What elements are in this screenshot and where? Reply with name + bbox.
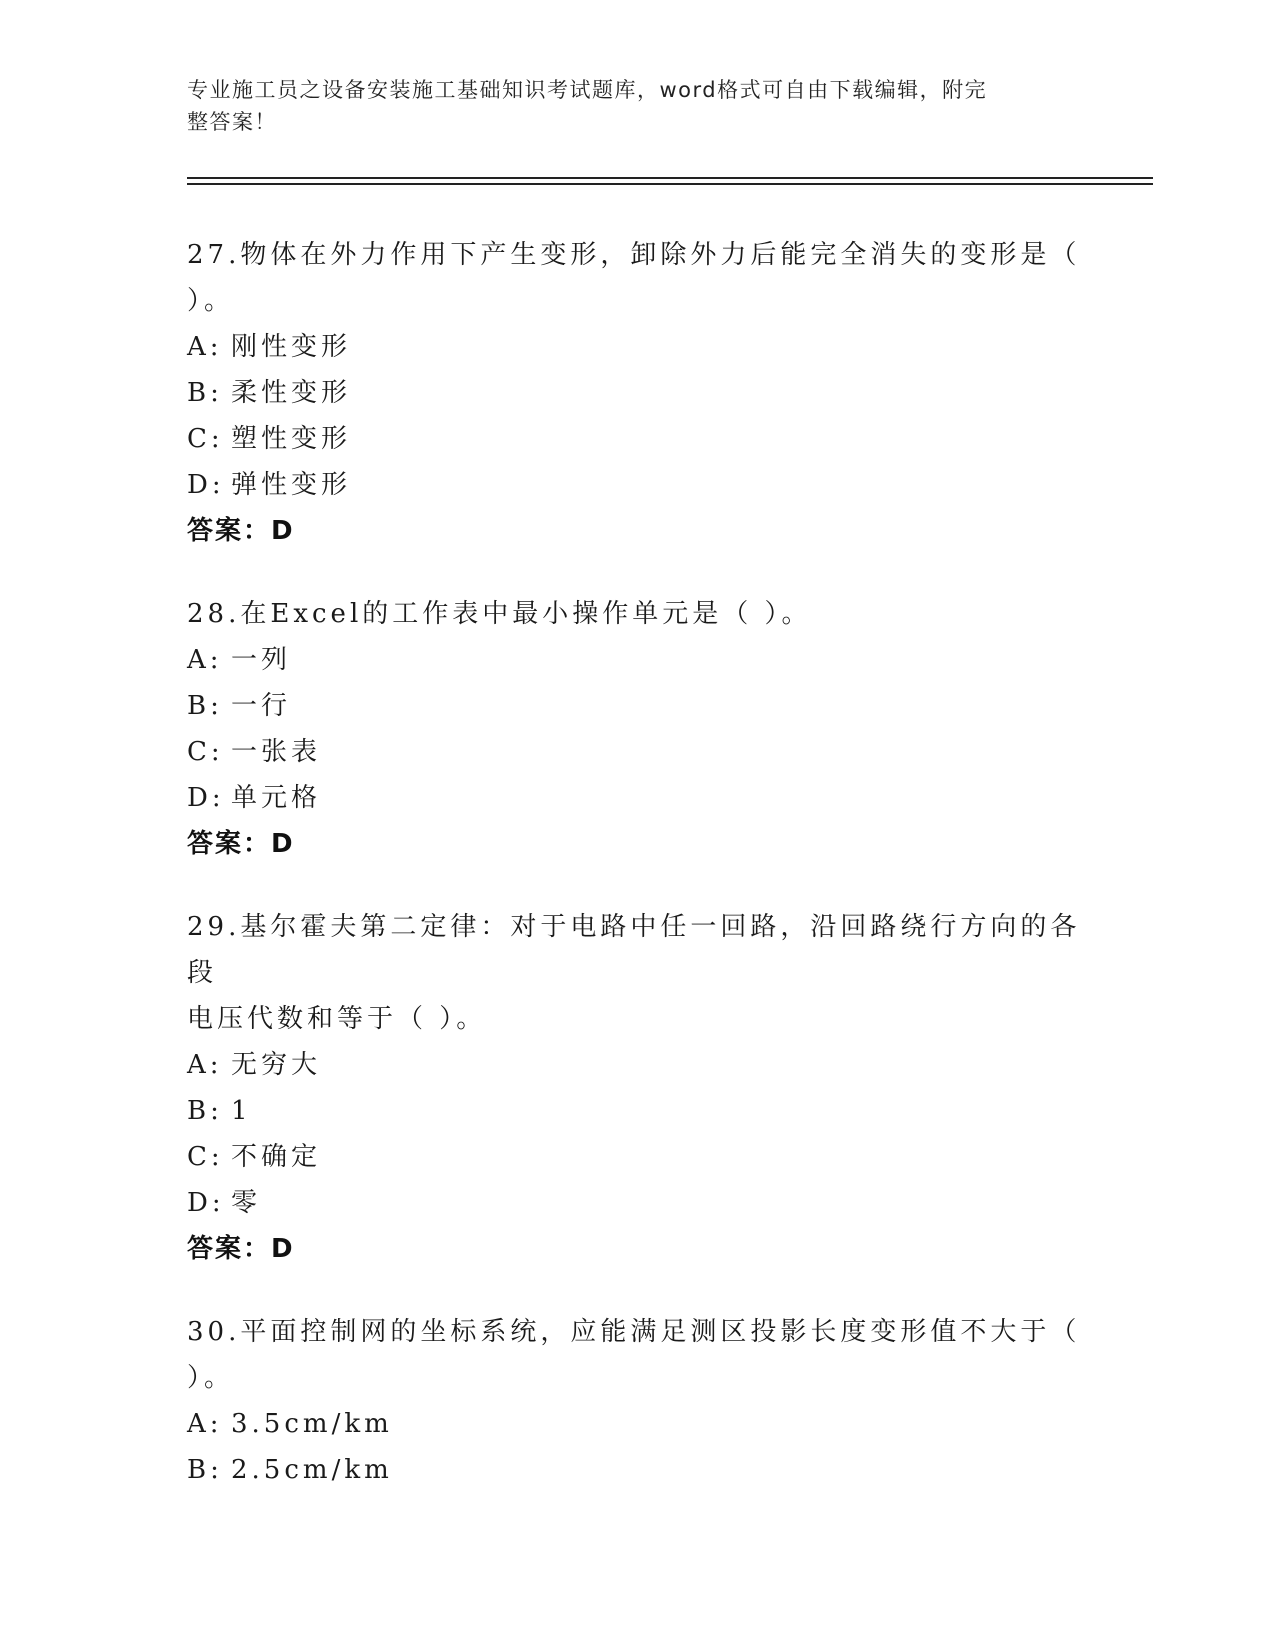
option-b — [187, 1088, 1087, 1134]
option-b — [187, 1447, 1087, 1493]
question-29 — [187, 904, 1087, 1272]
option-key: B: — [187, 691, 223, 721]
option-text: 1 — [231, 1096, 252, 1126]
option-b — [187, 683, 1087, 729]
option-key: D: — [187, 1188, 225, 1218]
option-text: 无穷大 — [231, 1050, 322, 1080]
question-text: 30.平面控制网的坐标系统，应能满足测区投影长度变形值不大于（ — [187, 1317, 1081, 1347]
option-key: A: — [187, 1050, 223, 1080]
option-key: B: — [187, 1096, 223, 1126]
option-a — [187, 324, 1087, 370]
option-key: C: — [187, 1142, 224, 1172]
header-line-1: 专业施工员之设备安装施工基础知识考试题库，word格式可自由下载编辑，附完 — [187, 78, 988, 102]
option-text: 柔性变形 — [231, 378, 352, 408]
option-d — [187, 462, 1087, 508]
answer-line: 答案：D — [187, 516, 295, 546]
option-text: 2.5cm/km — [231, 1455, 393, 1485]
option-d — [187, 1180, 1087, 1226]
option-c — [187, 1134, 1087, 1180]
option-text: 3.5cm/km — [231, 1409, 393, 1439]
option-text: 一列 — [231, 645, 292, 675]
option-text: 刚性变形 — [231, 332, 352, 362]
answer-line: 答案：D — [187, 829, 295, 859]
question-27 — [187, 232, 1087, 554]
document-header — [187, 74, 1067, 138]
option-a — [187, 1042, 1087, 1088]
option-key: D: — [187, 470, 225, 500]
option-text: 弹性变形 — [231, 470, 352, 500]
option-text: 一张表 — [231, 737, 322, 767]
option-key: A: — [187, 332, 223, 362]
option-key: A: — [187, 645, 223, 675]
option-text: 零 — [231, 1188, 262, 1218]
option-key: A: — [187, 1409, 223, 1439]
option-c — [187, 729, 1087, 775]
option-a — [187, 637, 1087, 683]
option-text: 单元格 — [231, 783, 322, 813]
header-line-2: 整答案！ — [187, 110, 277, 134]
option-d — [187, 775, 1087, 821]
option-b — [187, 370, 1087, 416]
option-a — [187, 1401, 1087, 1447]
question-text: 29.基尔霍夫第二定律：对于电路中任一回路，沿回路绕行方向的各段 — [187, 912, 1081, 988]
question-text-continued: ）。 — [187, 1363, 235, 1393]
question-text-continued: ）。 — [187, 286, 235, 316]
option-key: B: — [187, 1455, 223, 1485]
option-key: C: — [187, 424, 224, 454]
option-text: 不确定 — [231, 1142, 322, 1172]
header-divider-top — [187, 177, 1153, 179]
question-30 — [187, 1309, 1087, 1493]
option-key: C: — [187, 737, 224, 767]
question-list — [187, 232, 1087, 1530]
option-text: 塑性变形 — [231, 424, 352, 454]
option-key: D: — [187, 783, 225, 813]
header-divider-bottom — [187, 183, 1153, 185]
answer-line: 答案：D — [187, 1234, 295, 1264]
option-key: B: — [187, 378, 223, 408]
question-text-continued: 电压代数和等于（ ）。 — [187, 1004, 487, 1034]
question-text: 27.物体在外力作用下产生变形，卸除外力后能完全消失的变形是（ — [187, 240, 1081, 270]
option-c — [187, 416, 1087, 462]
question-text: 28.在Excel的工作表中最小操作单元是（ ）。 — [187, 599, 812, 629]
option-text: 一行 — [231, 691, 292, 721]
question-28 — [187, 591, 1087, 867]
